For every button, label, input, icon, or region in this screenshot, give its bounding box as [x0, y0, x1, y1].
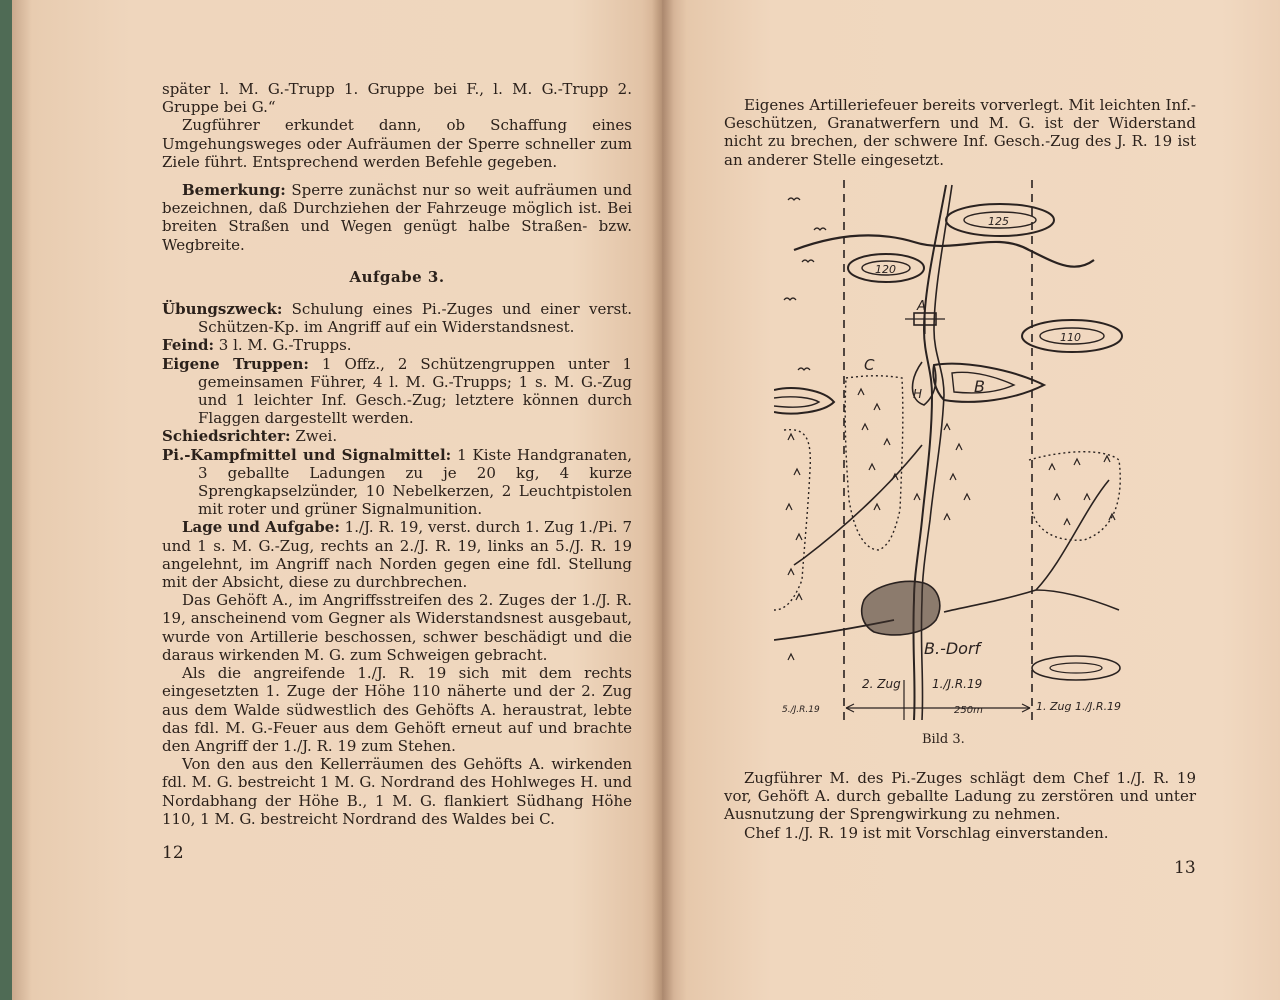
- remark-label: Bemerkung:: [182, 181, 286, 200]
- place-label: B.-Dorf: [924, 639, 981, 658]
- item-label: Übungszweck:: [162, 300, 283, 319]
- place-label: B: [974, 377, 985, 396]
- forest-west: [774, 430, 810, 610]
- paragraph: Als die angreifende 1./J. R. 19 sich mit dem rechts eingesetzten 1. Zuge der Höhe 110 näherte und der 2. Zug aus dem Walde südwestlich des Gehöfts A. heraustrat, lebte das fdl. M. G.-Feuer aus dem Gehöft erneut auf und brachte den Angriff der 1./J. R. 19 zum Stehen.: [162, 664, 632, 755]
- right-page: [662, 0, 1280, 1000]
- unit-label: 1./J.R.19: [932, 677, 983, 691]
- paragraph: Chef 1./J. R. 19 ist mit Vorschlag einverstanden.: [744, 823, 1109, 842]
- item-text: Zwei.: [290, 427, 338, 446]
- remark-text: Sperre zunächst nur so weit aufräumen und bezeichnen, daß Durchziehen der Fahrzeuge möglich ist. Bei breiten Straßen und Wegen genügt halbe Straßen- bzw. Wegbreite.: [162, 181, 632, 254]
- unit-label: 2. Zug: [862, 677, 901, 691]
- unit-label: 5./J.R.19: [782, 705, 820, 715]
- right-bottom-text: [724, 769, 1196, 842]
- definition-item: [162, 355, 632, 428]
- marsh-symbols: [784, 198, 826, 370]
- definition-item: [162, 300, 632, 336]
- hill-label: 120: [875, 263, 896, 276]
- distance-label: 250m: [954, 705, 983, 716]
- unit-label: 1. Zug 1./J.R.19: [1036, 700, 1122, 713]
- definition-item: [162, 446, 632, 519]
- map-labels: [782, 215, 1121, 716]
- tactical-map: [774, 180, 1154, 720]
- item-text: 3 l. M. G.-Trupps.: [214, 336, 352, 355]
- village-b-dorf: [862, 581, 940, 634]
- small-hill: [774, 388, 834, 413]
- place-label: C: [864, 356, 875, 374]
- paragraph: später l. M. G.-Trupp 1. Gruppe bei F., l. M. G.-Trupp 2. Gruppe bei G.“: [162, 80, 632, 117]
- hill-southeast: [1032, 656, 1120, 680]
- section-heading: Aufgabe 3.: [349, 267, 445, 286]
- right-top-text: [724, 96, 1196, 169]
- paragraph: Zugführer erkundet dann, ob Schaffung eines Umgehungsweges oder Aufräumen der Sperre schneller zum Ziele führt. Entsprechend werden Befehle gegeben.: [162, 116, 632, 171]
- item-label: Schiedsrichter:: [162, 427, 291, 446]
- paragraph: Das Gehöft A., im Angriffsstreifen des 2. Zuges der 1./J. R. 19, anscheinend vom Gegner als Widerstandsnest ausgebaut, wurde von Artillerie beschossen, schwer beschädigt und die daraus wirkenden M. G. zum Schweigen gebracht.: [162, 591, 632, 664]
- item-label: Eigene Truppen:: [162, 354, 309, 373]
- left-page: [12, 0, 662, 1000]
- hill-b: [933, 364, 1044, 402]
- path-east-2: [1036, 590, 1119, 610]
- forest-c: [845, 376, 903, 550]
- definition-item: [162, 336, 632, 354]
- figure-caption: Bild 3.: [922, 732, 965, 747]
- hill-label: 125: [988, 215, 1009, 228]
- place-label: A: [917, 299, 926, 314]
- hill-label: 110: [1060, 331, 1081, 344]
- situation-label: Lage und Aufgabe:: [182, 518, 340, 537]
- paragraph: Von den aus den Kellerräumen des Gehöfts A. wirkenden fdl. M. G. bestreicht 1 M. G. Nordrand des Hohlweges H. und Nordabhang der Höhe B., 1 M. G. flankiert Südhang Höhe 110, 1 M. G. bestreicht Nordrand des Waldes bei C.: [162, 755, 632, 828]
- book-gutter: [652, 0, 674, 1000]
- tactical-map-figure: [774, 180, 1154, 720]
- item-text: Schulung eines Pi.-Zuges und einer verst. Schützen-Kp. im Angriff auf ein Widerstandsnest.: [198, 300, 632, 337]
- situation-paragraph: [162, 518, 632, 591]
- item-label: Feind:: [162, 336, 215, 355]
- page-number: 12: [162, 843, 184, 863]
- paragraph: Eigenes Artilleriefeuer bereits vorverlegt. Mit leichten Inf.-Geschützen, Granatwerfern und M. G. ist der Widerstand nicht zu brechen, der schwere Inf. Gesch.-Zug des J. R. 19 ist an anderer Stelle eingesetzt.: [724, 96, 1196, 169]
- place-label: H: [913, 387, 923, 401]
- paragraph: Zugführer M. des Pi.-Zuges schlägt dem Chef 1./J. R. 19 vor, Gehöft A. durch geballte Ladung zu zerstören und unter Ausnutzung der Sprengwirkung zu nehmen.: [724, 769, 1196, 824]
- left-text-block: [162, 80, 632, 828]
- item-text: 1 Offz., 2 Schützengruppen unter 1 gemeinsamen Führer, 4 l. M. G.-Trupps; 1 s. M. G.-Zug und 1 leichter Inf. Gesch.-Zug; letztere können durch Flaggen dargestellt werden.: [198, 354, 632, 428]
- item-text: 1 Kiste Handgranaten, 3 geballte Ladungen zu je 20 kg, 4 kurze Sprengkapselzünder, 10 Nebelkerzen, 2 Leuchtpistolen mit roter und grüner Signalmunition.: [198, 445, 632, 519]
- tree-symbols: [786, 389, 1115, 660]
- remark-paragraph: [162, 181, 632, 254]
- definition-item: [162, 427, 632, 445]
- situation-text: 1./J. R. 19, verst. durch 1. Zug 1./Pi. 7 und 1 s. M. G.-Zug, rechts an 2./J. R. 19, links an 5./J. R. 19 angelehnt, im Angriff nach Norden gegen eine fdl. Stellung mit der Absicht, diese zu durchbrechen.: [162, 518, 632, 592]
- path-west: [794, 445, 922, 565]
- book-spread: [12, 0, 1280, 1000]
- page-number: 13: [1174, 858, 1196, 878]
- item-label: Pi.-Kampfmittel und Signalmittel:: [162, 445, 452, 464]
